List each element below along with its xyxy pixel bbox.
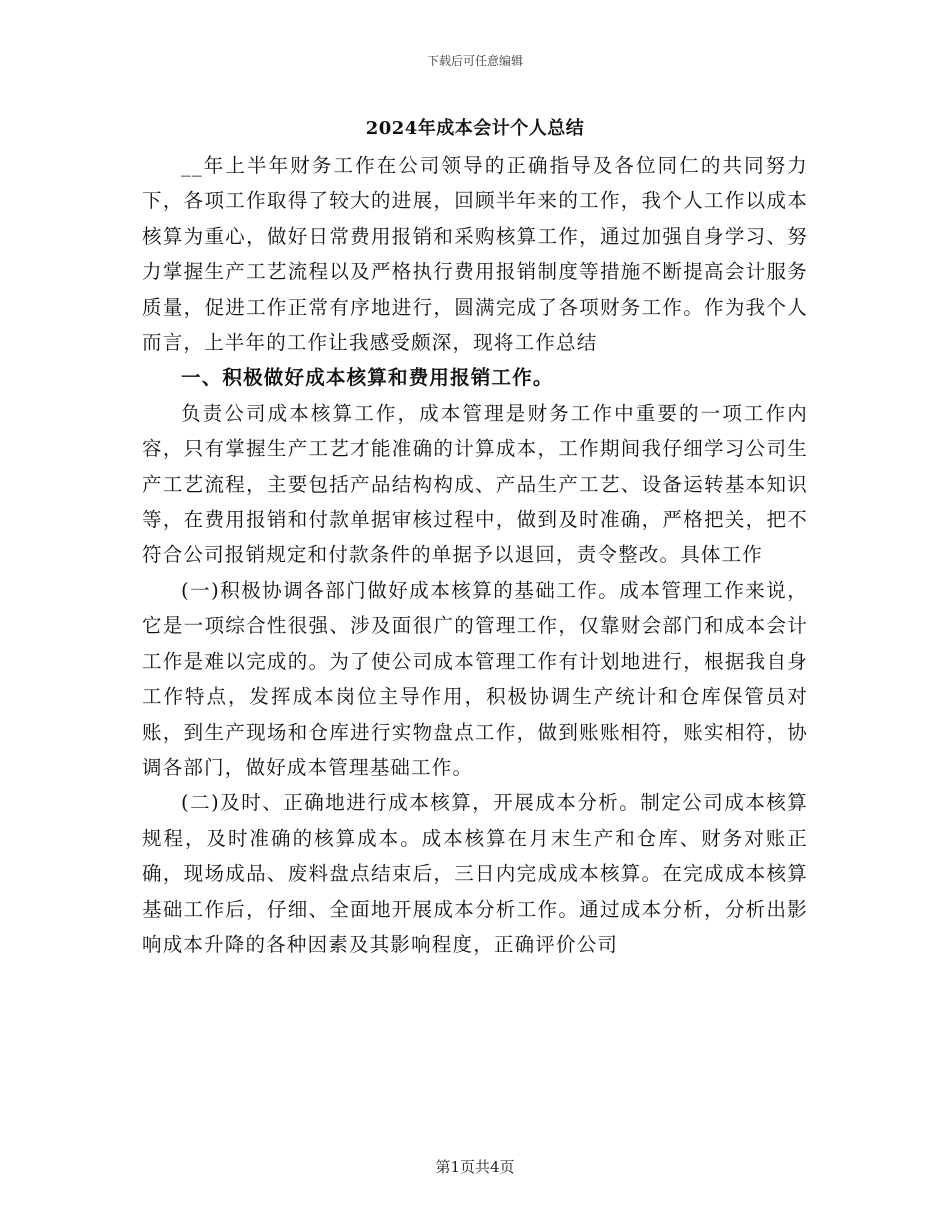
page-header-note: 下载后可任意编辑 [426, 54, 523, 68]
page-number-footer: 第1页共4页 [435, 1158, 515, 1176]
body-paragraph: 负责公司成本核算工作，成本管理是财务工作中重要的一项工作内容，只有掌握生产工艺才能准确的计算成本，工作期间我仔细学习公司生产工艺流程，主要包括产品结构构成、产品生产工艺、设备运转基本知识等，在费用报销和付款单据审核过程中，做到及时准确，严格把关，把不符合公司报销规定和付款条件的单据予以退回，责令整改。具体工作 [142, 401, 808, 567]
section-heading: 一、积极做好成本核算和费用报销工作。 [181, 366, 554, 390]
intro-paragraph: __年上半年财务工作在公司领导的正确指导及各位同仁的共同努力下，各项工作取得了较大的进展，回顾半年来的工作，我个人工作以成本核算为重心，做好日常费用报销和采购核算工作，通过加强自身学习、努力掌握生产工艺流程以及严格执行费用报销制度等措施不断提高会计服务质量，促进工作正常有序地进行，圆满完成了各项财务工作。作为我个人而言，上半年的工作让我感受颇深，现将工作总结 [142, 154, 808, 355]
document-body [142, 148, 808, 962]
subsection-paragraph-2: (二)及时、正确地进行成本核算，开展成本分析。制定公司成本核算规程，及时准确的核算成本。成本核算在月末生产和仓库、财务对账正确，现场成品、废料盘点结束后，三日内完成成本核算。在完成成本核算基础工作后，仔细、全面地开展成本分析工作。通过成本分析，分析出影响成本升降的各种因素及其影响程度，正确评价公司 [142, 791, 808, 956]
subsection-paragraph-1: (一)积极协调各部门做好成本核算的基础工作。成本管理工作来说，它是一项综合性很强、涉及面很广的管理工作，仅靠财会部门和成本会计工作是难以完成的。为了使公司成本管理工作有计划地进行，根据我自身工作特点，发挥成本岗位主导作用，积极协调生产统计和仓库保管员对账，到生产现场和仓库进行实物盘点工作，做到账账相符，账实相符，协调各部门，做好成本管理基础工作。 [142, 578, 808, 779]
document-title: 2024年成本会计个人总结 [365, 118, 585, 139]
